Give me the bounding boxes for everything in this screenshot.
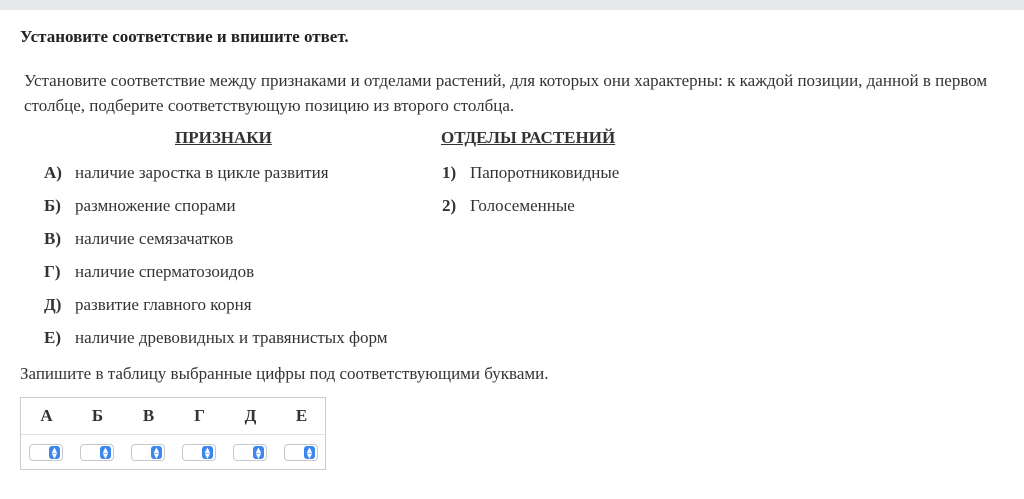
top-bar (0, 0, 1024, 10)
answer-select-v[interactable] (131, 444, 165, 461)
up-down-chevron-icon: ▲ ▼ (151, 446, 162, 459)
features-column-header: ПРИЗНАКИ (175, 128, 272, 147)
answer-letter: Б (91, 406, 104, 425)
feature-key: Г) (44, 262, 61, 281)
division-key: 1) (442, 163, 457, 182)
answer-letter: Е (295, 406, 308, 425)
division-text: Папоротниковидные (470, 163, 620, 182)
feature-key: А) (44, 163, 62, 182)
answer-letter: В (142, 406, 155, 425)
divisions-column-header: ОТДЕЛЫ РАСТЕНИЙ (441, 128, 616, 147)
feature-text: наличие древовидных и травянистых форм (75, 328, 388, 347)
up-down-chevron-icon: ▲ ▼ (304, 446, 315, 459)
division-text: Голосеменные (470, 196, 575, 215)
answer-table (20, 397, 326, 470)
division-key: 2) (442, 196, 457, 215)
answer-letter: Г (194, 406, 205, 425)
feature-text: наличие сперматозоидов (75, 262, 255, 281)
answer-table-header (21, 398, 325, 435)
feature-key: Д) (44, 295, 62, 314)
feature-text: развитие главного корня (75, 295, 252, 314)
feature-text: наличие семязачатков (75, 229, 234, 248)
answer-select-g[interactable] (182, 444, 216, 461)
answer-instruction: Запишите в таблицу выбранные цифры под соответствующими буквами. (20, 364, 549, 383)
feature-text: наличие заростка в цикле развития (75, 163, 329, 182)
task-title: Установите соответствие и впишите ответ. (20, 27, 349, 46)
answer-select-d[interactable] (233, 444, 267, 461)
feature-key: Е) (44, 328, 61, 347)
up-down-chevron-icon: ▲ ▼ (100, 446, 111, 459)
answer-select-a[interactable] (29, 444, 63, 461)
feature-text: размножение спорами (75, 196, 236, 215)
answer-select-e[interactable] (284, 444, 318, 461)
task-description: Установите соответствие между признаками и отделами растений, для которых они характерны: к каждой позиции, данной в первом столбце, подберите соответствующую позицию из второго столбца. (24, 71, 988, 115)
feature-key: Б) (44, 196, 61, 215)
feature-key: В) (44, 229, 61, 248)
answer-select-b[interactable] (80, 444, 114, 461)
up-down-chevron-icon: ▲ ▼ (253, 446, 264, 459)
answer-letter: Д (244, 406, 257, 425)
answer-letter: А (40, 406, 53, 425)
up-down-chevron-icon: ▲ ▼ (49, 446, 60, 459)
up-down-chevron-icon: ▲ ▼ (202, 446, 213, 459)
